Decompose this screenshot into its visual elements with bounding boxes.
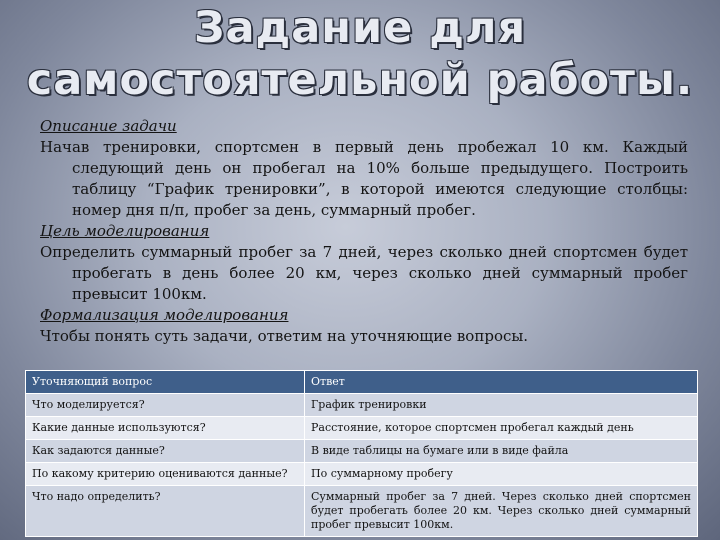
questions-table bbox=[25, 370, 698, 537]
slide-title-line-2: самостоятельной работы. bbox=[26, 55, 694, 105]
goal-heading: Цель моделирования bbox=[40, 222, 210, 240]
task-content bbox=[40, 116, 688, 347]
table-row bbox=[26, 486, 698, 537]
answer-cell: Суммарный пробег за 7 дней. Через сколько дней спортсмен будет пробегать более 20 км. Через сколько дней суммарный пробег превысит 100км. bbox=[305, 486, 698, 537]
goal-text: Определить суммарный пробег за 7 дней, через сколько дней спортсмен будет пробегать в день более 20 км, через сколько дней суммарный пробег превысит 100км. bbox=[40, 243, 688, 303]
question-cell: Какие данные используются? bbox=[26, 417, 305, 440]
question-cell: Что надо определить? bbox=[26, 486, 305, 537]
question-cell: По какому критерию оцениваются данные? bbox=[26, 463, 305, 486]
answer-cell: Расстояние, которое спортсмен пробегал каждый день bbox=[305, 417, 698, 440]
description-text: Начав тренировки, спортсмен в первый день пробежал 10 км. Каждый следующий день он пробегал на 10% больше предыдущего. Построить таблицу “График тренировки”, в которой имеются следующие столбцы: номер дня п/п, пробег за день, суммарный пробег. bbox=[40, 138, 688, 219]
header-question: Уточняющий вопрос bbox=[26, 371, 305, 394]
answer-cell: По суммарному пробегу bbox=[305, 463, 698, 486]
header-answer: Ответ bbox=[305, 371, 698, 394]
table-row bbox=[26, 463, 698, 486]
answer-cell: График тренировки bbox=[305, 394, 698, 417]
table-row bbox=[26, 417, 698, 440]
table-row bbox=[26, 394, 698, 417]
answer-cell: В виде таблицы на бумаге или в виде файла bbox=[305, 440, 698, 463]
table-header-row bbox=[26, 371, 698, 394]
formalization-text: Чтобы понять суть задачи, ответим на уточняющие вопросы. bbox=[40, 327, 529, 345]
question-cell: Что моделируется? bbox=[26, 394, 305, 417]
table-row bbox=[26, 440, 698, 463]
formalization-heading: Формализация моделирования bbox=[40, 306, 289, 324]
question-cell: Как задаются данные? bbox=[26, 440, 305, 463]
slide-title bbox=[0, 2, 720, 106]
description-heading: Описание задачи bbox=[40, 117, 177, 135]
slide-title-line-1: Задание для bbox=[193, 3, 527, 53]
